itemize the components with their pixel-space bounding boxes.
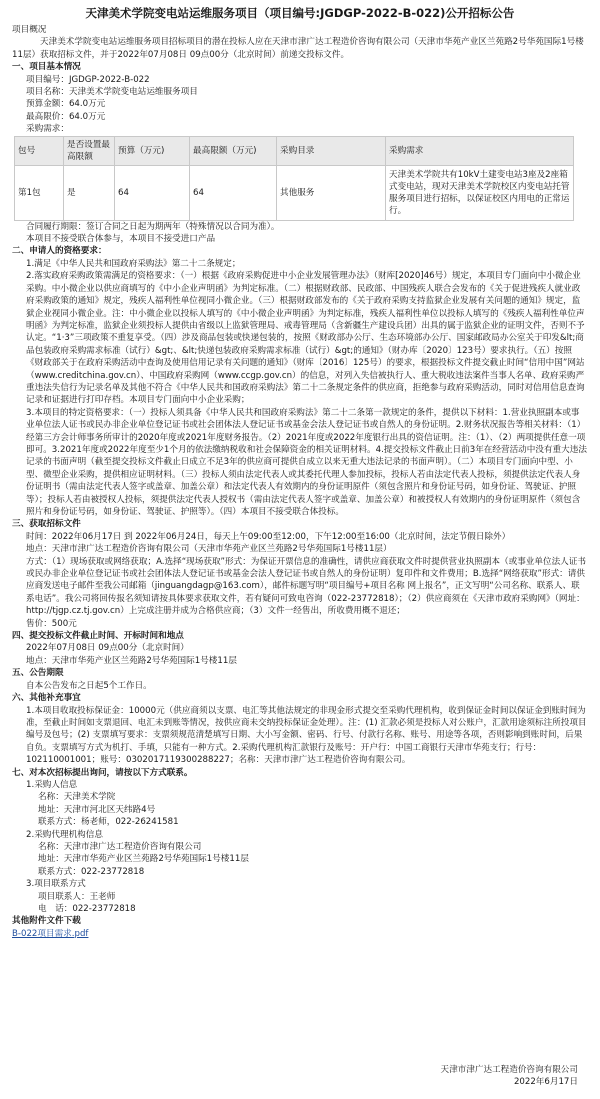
section-5-heading: 五、公告期限: [12, 668, 64, 679]
buyer-name: 名称：天津美术学院: [38, 792, 116, 803]
deadline-place: 地点：天津市华苑产业区兰苑路2号华苑国际1号楼11层: [26, 655, 237, 666]
buyer-heading: 1.采购人信息: [26, 779, 78, 790]
table-header-cell: 采购需求: [386, 136, 574, 165]
doc-place: 地点：天津市津广达工程造价咨询有限公司（天津市华苑产业区兰苑路2号华苑国际1号楼11层）: [26, 544, 392, 555]
deadline-time: 2022年07月08日 09点00分（北京时间）: [26, 643, 189, 654]
doc-method: 方式：（1）现场获取或网络获取；A.选择“现场获取”形式：为保证开票信息的准确性，请供应商获取文件时提供营业执照副本（或事业单位法人证书或民办非企业单位登记证书或社会团体法人登记证书或基金会法人登记证书或自然人的身份证明）复印件和文件费用；B.选择“网络获取”形式：请供应商发送电子邮件至我公司邮箱（jinguangdagp@163.com），邮件标题写明“项目编号+项目名称 网上报名”，正文写明“公司名称、联系人、联系电话”。我公司将回传报名须知请按具体要求获取文件，若有疑问可致电咨询（022-23772818）；（2）供应商须在《天津市政府采购网》（网址：http://tjgp.cz.tj.gov.cn）上完成注册并成为合格供应商；（3）文件一经售出，所收费用概不退还；: [26, 556, 586, 617]
attachments-heading: 其他附件文件下载: [12, 916, 81, 927]
attachment-link[interactable]: B-022项目需求.pdf: [12, 928, 89, 939]
buyer-contact: 联系方式：杨老师，022-26241581: [38, 817, 179, 828]
doc-time: 时间：2022年06月17日 到 2022年06月24日，每天上午09:00至12:00，下午12:00至16:00（北京时间，法定节假日除外）: [26, 531, 511, 542]
qualification-1: 1.满足《中华人民共和国政府采购法》第二十二条规定；: [26, 258, 241, 269]
signature-block: [440, 1064, 578, 1088]
max-price: 最高限价：64.0万元: [26, 111, 106, 122]
section-3-heading: 三、获取招标文件: [12, 519, 81, 530]
requirement-label: 采购需求：: [26, 124, 69, 135]
contact-heading: 3.项目联系方式: [26, 879, 86, 890]
table-cell: 是: [64, 165, 115, 220]
requirement-table: [14, 136, 574, 221]
qualification-2: 2.落实政府采购政策需满足的资格要求：（一）根据《政府采购促进中小企业发展管理办法》（财库[2020]46号）规定，本项目专门面向中小微企业采购。中小微企业以供应商填写的《中小企业声明函》为判定标准。（二）根据财政部、民政部、中国残疾人联合会发布的《关于促进残疾人就业政府采购政策的通知》规定，残疾人福利性单位视同小微企业。（三）根据财政部发布的《关于政府采购支持监狱企业发展有关问题的通知》规定，监狱企业视同小微企业。注：中小微企业以投标人填写的《中小微企业声明函》为判定标准，残疾人福利性单位以投标人填写的《残疾人福利性单位声明函》为判定标准，监狱企业须投标人提供由省级以上监狱管理局、戒毒管理局（含新疆生产建设兵团）出具的属于监狱企业的证明文件，否则不予认定。“1·3”三项政策不重复享受。（四）涉及商品包装或快递包装的，按照《财政部办公厅、生态环境部办公厅、国家邮政局办公室关于印发&lt;商品包装政府采购需求标准（试行）&gt;、&lt;快递包装政府采购需求标准（试行）&gt;的通知》（财办库〔2020〕123号）要求执行。（五）按照《财政部关于在政府采购活动中查询及使用信用记录有关问题的通知》（财库〔2016〕125号）的要求，根据投标文件提交截止时间“信用中国”网站（www.creditchina.gov.cn）、中国政府采购网（www.ccgp.gov.cn）的信息，对列入失信被执行人、重大税收违法案件当事人名单、政府采购严重违法失信行为记录名单及其他不符合《中华人民共和国政府采购法》第二十二条规定条件的供应商，拒绝参与政府采购活动，同时对信用信息查询记录和证据进行打印存档。本项目专门面向中小企业采购；: [26, 271, 585, 406]
signature-org: 天津市津广达工程造价咨询有限公司: [440, 1065, 578, 1075]
overview-text: 天津美术学院变电站运维服务项目招标项目的潜在投标人应在天津市津广达工程造价咨询有限公司（天津市华苑产业区兰苑路2号华苑国际1号楼11层）获取招标文件，并于2022年07月08日 09点00分（北京时间）前递交投标文件。: [12, 37, 584, 60]
table-cell: 64: [190, 165, 277, 220]
supplementary-text: 1.本项目收取投标保证金：10000元（供应商须以支票、电汇等其他法规定的非现金形式提交至采购代理机构，收到保证金时间以保证金到账时间为准，至截止时间如支票退回、电汇未到账等情况，按供应商未交纳投标保证金处理）。注：(1) 汇款必须是投标人对公账户，汇款用途须标注所投项目编号及包号；(2) 支票填写要求：支票须规范清楚填写日期、大小写金额、密码、行号、付款行名称、账号、用途等各项，否则影响到账时间，后果自负。支票填写方式为机打、手填，只能有一种方式。2.采购代理机构汇款银行及账号：开户行：中国工商银行天津市华苑支行；行号：102110001001；账号：0302017119300288227；名称：天津市津广达工程造价咨询有限公司。: [26, 705, 587, 766]
budget-amount: 预算金额：64.0万元: [26, 99, 106, 110]
contract-period: 合同履行期限：签订合同之日起为期两年（特殊情况以合同为准）。: [26, 221, 280, 232]
signature-date: 2022年6月17日: [513, 1077, 578, 1087]
table-cell: 天津美术学院共有10kV土建变电站3座及2座箱式变电站，现对天津美术学院校区内变电站托管服务项目进行招标，以保证校区内用电的正常运行。: [386, 165, 574, 220]
contact-person: 项目联系人：王老师: [38, 891, 116, 902]
table-row: [15, 165, 574, 220]
page-title: 天津美术学院变电站运维服务项目（项目编号:JGDGP-2022-B-022)公开招标公告: [85, 6, 515, 20]
table-header-cell: 预算（万元): [115, 136, 190, 165]
buyer-address: 地址：天津市河北区天纬路4号: [38, 804, 156, 815]
table-cell: 其他服务: [277, 165, 386, 220]
agent-address: 地址：天津市华苑产业区兰苑路2号华苑国际1号楼11层: [38, 854, 249, 865]
table-header-row: [15, 136, 574, 165]
project-name: 项目名称：天津美术学院变电站运维服务项目: [26, 87, 198, 98]
table-header-cell: 包号: [15, 136, 64, 165]
table-header-cell: 最高限额（万元): [190, 136, 277, 165]
qualification-3: 3.本项目的特定资格要求：（一）投标人须具备《中华人民共和国政府采购法》第二十二条第一款规定的条件，提供以下材料：1.营业执照副本或事业单位法人证书或民办非企业单位登记证书或社会团体法人登记证书或基金会法人登记证书或自然人的身份证明。2.财务状况报告等相关材料：（1）经第三方会计师事务所审计的2020年度或2021年度财务报告。（2）2021年度或2022年度银行出具的资信证明。注：（1）、（2）两项提供任意一项即可。3.2021年度或2022年度至少1个月的依法缴纳税收和社会保障资金的相关证明材料。4.提交投标文件截止日前3年在经营活动中没有重大违法记录的书面声明（截至提交投标文件截止日成立不足3年的供应商可提供自成立以来无重大违法记录的书面声明）。（二）本项目专门面向中型、小型、微型企业采购，提供相应证明材料。（三）投标人须由法定代表人或其委托代理人参加投标，投标人若由法定代表人投标，须提供法定代表人身份证明书（需由法定代表人签字或盖章、加盖公章）和法定代表人有效期内的身份证明原件（须包含照片和身份证号码，如身份证、驾驶证、护照等）；投标人若由被授权人投标，须提供法定代表人授权书（需由法定代表人签字或盖章、加盖公章）和被授权人有效期内的身份证明原件（须包含照片和身份证号码，如身份证、驾驶证、护照等）。（四）本项目不接受联合体投标。: [26, 407, 587, 517]
section-4-heading: 四、提交投标文件截止时间、开标时间和地点: [12, 631, 184, 642]
section-7-heading: 七、对本次招标提出询问，请按以下方式联系。: [12, 767, 193, 778]
contact-phone: 电 话：022-23772818: [38, 904, 136, 914]
overview-heading: 项目概况: [12, 25, 47, 35]
agent-contact: 联系方式：022-23772818: [38, 866, 145, 877]
table-header-cell: 采购目录: [277, 136, 386, 165]
project-code: 项目编号：JGDGP-2022-B-022: [26, 74, 150, 85]
doc-price: 售价：500元: [26, 618, 77, 629]
section-2-heading: 二、申请人的资格要求：: [12, 246, 107, 257]
section-1-heading: 一、项目基本情况: [12, 62, 81, 73]
table-header-cell: 是否设置最高限额: [64, 136, 115, 165]
table-cell: 64: [115, 165, 190, 220]
section-6-heading: 六、其他补充事宜: [12, 693, 81, 704]
table-cell: 第1包: [15, 165, 64, 220]
consortium-note: 本项目不接受联合体参与，本项目不接受进口产品: [26, 234, 216, 245]
notice-period: 自本公告发布之日起5个工作日。: [26, 680, 152, 691]
agent-name: 名称：天津市津广达工程造价咨询有限公司: [38, 841, 202, 852]
agent-heading: 2.采购代理机构信息: [26, 829, 103, 840]
